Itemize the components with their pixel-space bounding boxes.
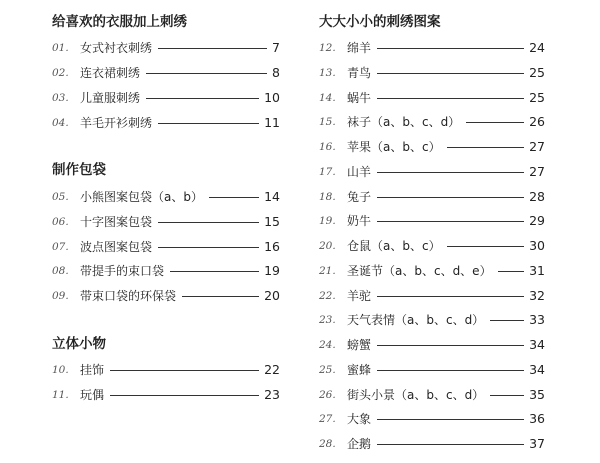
toc-entry[interactable] (52, 89, 280, 107)
leader-line (209, 197, 259, 198)
entry-title: 波点图案包袋 (80, 240, 153, 254)
entry-number: 02. (52, 67, 69, 79)
toc-entry[interactable] (319, 89, 545, 107)
entry-number: 09. (52, 290, 69, 302)
leader-line (447, 147, 525, 148)
entry-page: 33 (529, 312, 545, 327)
toc-entry[interactable] (319, 163, 545, 181)
toc-entry[interactable] (52, 114, 280, 132)
entry-page: 34 (529, 362, 545, 377)
entry-page: 34 (529, 337, 545, 352)
entry-page: 8 (272, 65, 280, 80)
entry-page: 14 (264, 189, 280, 204)
entry-number: 14. (319, 92, 336, 104)
toc-entry[interactable] (52, 386, 280, 404)
leader-line (377, 48, 524, 49)
entry-title: 圣诞节（a、b、c、d、e） (347, 264, 492, 278)
entry-page: 15 (264, 214, 280, 229)
entry-title: 企鹅 (347, 437, 372, 451)
entry-page: 22 (264, 362, 280, 377)
toc-entry[interactable] (52, 213, 280, 231)
leader-line (110, 370, 259, 371)
entry-title: 袜子（a、b、c、d） (347, 115, 461, 129)
toc-entry[interactable] (319, 386, 545, 404)
entry-page: 25 (529, 65, 545, 80)
entry-title: 小熊图案包袋（a、b） (80, 190, 203, 204)
toc-entry[interactable] (319, 435, 545, 453)
leader-line (377, 370, 524, 371)
entry-title: 带束口袋的环保袋 (80, 289, 177, 303)
toc-entry[interactable] (319, 64, 545, 82)
entry-number: 27. (319, 413, 336, 425)
entry-number: 10. (52, 364, 69, 376)
toc-entry[interactable] (319, 262, 545, 280)
leader-line (377, 296, 524, 297)
leader-line (466, 122, 524, 123)
leader-line (182, 296, 259, 297)
entry-number: 06. (52, 216, 69, 228)
entry-title: 大象 (347, 412, 372, 426)
entry-number: 05. (52, 191, 69, 203)
section-heading-3d-items: 立体小物 (52, 336, 106, 352)
entry-title: 兔子 (347, 190, 372, 204)
entry-page: 27 (529, 139, 545, 154)
entry-title: 仓鼠（a、b、c） (347, 239, 441, 253)
entry-title: 儿童服刺绣 (80, 91, 141, 105)
entry-page: 20 (264, 288, 280, 303)
entry-number: 21. (319, 265, 336, 277)
entry-title: 蜗牛 (347, 91, 372, 105)
toc-entry[interactable] (319, 410, 545, 428)
entry-page: 19 (264, 263, 280, 278)
entry-title: 山羊 (347, 165, 372, 179)
toc-entry[interactable] (52, 361, 280, 379)
entry-page: 29 (529, 213, 545, 228)
toc-entry[interactable] (319, 39, 545, 57)
entry-page: 37 (529, 436, 545, 451)
toc-entry[interactable] (52, 188, 280, 206)
entry-page: 30 (529, 238, 545, 253)
entry-page: 36 (529, 411, 545, 426)
entry-page: 25 (529, 90, 545, 105)
entry-title: 青鸟 (347, 66, 372, 80)
leader-line (377, 98, 524, 99)
entry-number: 24. (319, 339, 336, 351)
leader-line (490, 395, 524, 396)
entry-number: 16. (319, 141, 336, 153)
entry-page: 23 (264, 387, 280, 402)
entry-number: 22. (319, 290, 336, 302)
entry-number: 26. (319, 389, 336, 401)
entry-page: 28 (529, 189, 545, 204)
entry-title: 羊驼 (347, 289, 372, 303)
entry-number: 17. (319, 166, 336, 178)
toc-entry[interactable] (52, 39, 280, 57)
entry-number: 13. (319, 67, 336, 79)
entry-number: 20. (319, 240, 336, 252)
entry-page: 27 (529, 164, 545, 179)
leader-line (158, 123, 259, 124)
entry-title: 十字图案包袋 (80, 215, 153, 229)
toc-entry[interactable] (319, 311, 545, 329)
toc-entry[interactable] (52, 287, 280, 305)
entry-number: 01. (52, 42, 69, 54)
leader-line (377, 221, 524, 222)
entry-page: 11 (264, 115, 280, 130)
toc-entry[interactable] (52, 64, 280, 82)
toc-entry[interactable] (319, 361, 545, 379)
entry-number: 15. (319, 116, 336, 128)
entry-title: 绵羊 (347, 41, 372, 55)
entry-title: 奶牛 (347, 214, 372, 228)
entry-number: 23. (319, 314, 336, 326)
entry-title: 天气表情（a、b、c、d） (347, 313, 485, 327)
leader-line (447, 246, 525, 247)
entry-number: 03. (52, 92, 69, 104)
leader-line (377, 419, 524, 420)
entry-number: 04. (52, 117, 69, 129)
entry-number: 25. (319, 364, 336, 376)
entry-number: 12. (319, 42, 336, 54)
leader-line (158, 48, 267, 49)
entry-title: 苹果（a、b、c） (347, 140, 441, 154)
entry-page: 32 (529, 288, 545, 303)
leader-line (146, 98, 259, 99)
entry-title: 带提手的束口袋 (80, 264, 165, 278)
entry-title: 玩偶 (80, 388, 105, 402)
toc-entry[interactable] (319, 113, 545, 131)
entry-number: 19. (319, 215, 336, 227)
leader-line (170, 271, 259, 272)
entry-title: 连衣裙刺绣 (80, 66, 141, 80)
entry-page: 35 (529, 387, 545, 402)
entry-title: 女式衬衣刺绣 (80, 41, 153, 55)
leader-line (377, 345, 524, 346)
entry-number: 28. (319, 438, 336, 450)
leader-line (110, 395, 259, 396)
leader-line (158, 222, 259, 223)
toc-entry[interactable] (319, 287, 545, 305)
entry-page: 31 (529, 263, 545, 278)
leader-line (490, 320, 524, 321)
entry-page: 26 (529, 114, 545, 129)
toc-entry[interactable] (319, 237, 545, 255)
section-heading-clothes: 给喜欢的衣服加上刺绣 (52, 14, 187, 30)
entry-page: 7 (272, 40, 280, 55)
toc-entry[interactable] (52, 238, 280, 256)
entry-number: 18. (319, 191, 336, 203)
section-heading-bags: 制作包袋 (52, 162, 106, 178)
entry-title: 羊毛开衫刺绣 (80, 116, 153, 130)
toc-entry[interactable] (52, 262, 280, 280)
entry-number: 07. (52, 241, 69, 253)
toc-entry[interactable] (319, 212, 545, 230)
entry-page: 10 (264, 90, 280, 105)
entry-title: 街头小景（a、b、c、d） (347, 388, 485, 402)
leader-line (146, 73, 267, 74)
leader-line (498, 271, 525, 272)
entry-number: 11. (52, 389, 69, 401)
section-heading-embroidery-patterns: 大大小小的刺绣图案 (319, 14, 441, 30)
toc-entry[interactable] (319, 138, 545, 156)
leader-line (377, 444, 524, 445)
leader-line (377, 73, 524, 74)
toc-entry[interactable] (319, 336, 545, 354)
entry-number: 08. (52, 265, 69, 277)
leader-line (377, 197, 524, 198)
entry-title: 螃蟹 (347, 338, 372, 352)
leader-line (377, 172, 524, 173)
toc-entry[interactable] (319, 188, 545, 206)
leader-line (158, 247, 259, 248)
entry-title: 蜜蜂 (347, 363, 372, 377)
entry-page: 24 (529, 40, 545, 55)
entry-title: 挂饰 (80, 363, 105, 377)
entry-page: 16 (264, 239, 280, 254)
